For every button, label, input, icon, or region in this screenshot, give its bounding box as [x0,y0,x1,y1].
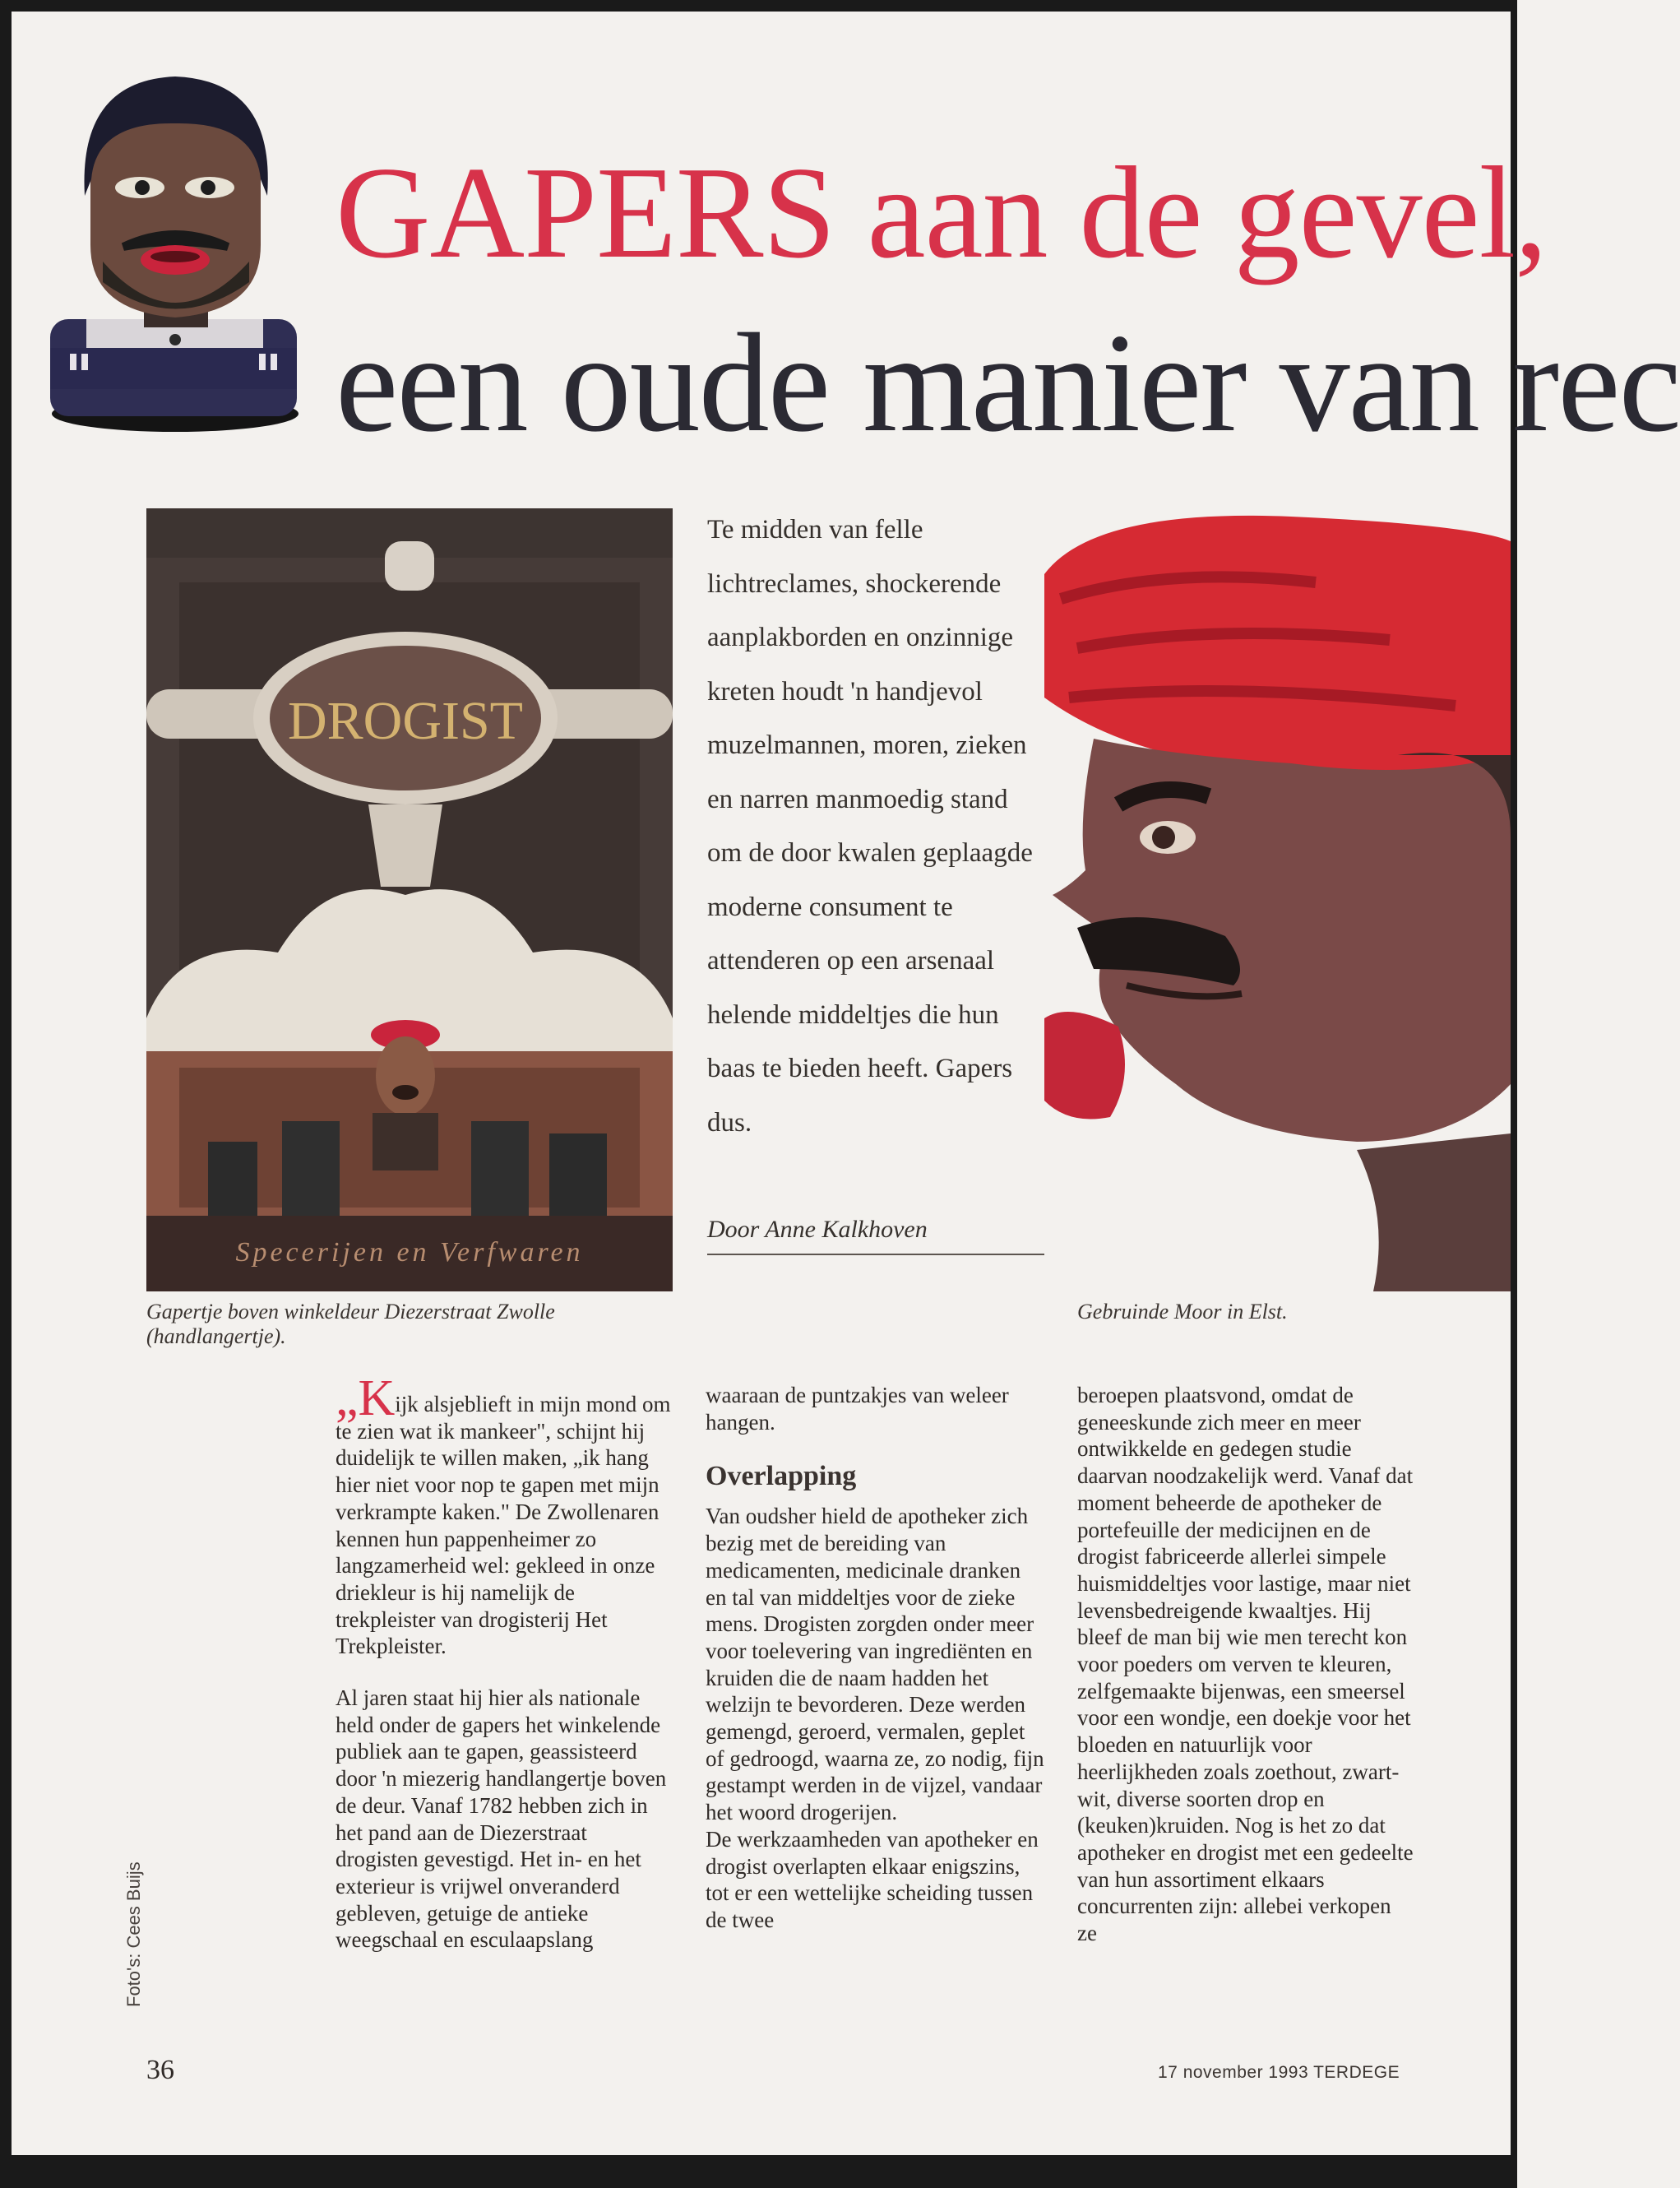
gaper-bust-image [45,72,304,434]
byline: Door Anne Kalkhoven [707,1216,1044,1255]
col2-paragraph-2: Van oudsher hield de apotheker zich bezig met de bereiding van medicamenten, medicinale dranken en tal van middeltjes voor de zieke mens. Drogisten zorgden onder meer voor toelevering van ingrediënten en kruiden die de naam hadden het welzijn te bevorderen. Deze werden gemengd, geroerd, vermalen, geplet of gedroogd, waarna ze, zo nodig, fijn gestampt werden in de vijzel, vandaar het woord drogerijen. [706,1504,1044,1825]
page-border-left [0,0,12,2188]
caption-right-photo: Gebruinde Moor in Elst. [1077,1300,1288,1323]
col1-paragraph-2: Al jaren staat hij hier als nationale held onder de gapers het winkelende publiek aan te gapen, geassisteerd door 'n miezerig handlangertje boven de deur. Vanaf 1782 hebben zich in het pand aan de Diezerstraat drogisten gevestigd. Het in- en het exterieur is vrijwel onveranderd gebleven, getuige de antieke weegschaal en esculaapslang [336,1685,667,1953]
page-number: 36 [146,2055,174,2085]
section-subhead: Overlapping [706,1461,857,1492]
drop-cap: „K [336,1370,396,1426]
shop-sign-bottom-text: Specerijen en Verfwaren [235,1237,584,1268]
col3-paragraph-1: beroepen plaatsvond, omdat de geneeskunde zich meer en meer ontwikkelde en gedegen studie daarvan noodzakelijk werd. Vanaf dat moment beheerde de apotheker de portefeuille der medicijnen en de drogist fabriceerde allerlei simpele huismiddeltjes voor lastige, maar niet levensbedreigende kwaaltjes. Hij bleef de man bij wie men terecht kon voor poeders om verven te kleuren, zelfgemaakte bijenwas, een smeersel voor een wondje, een doekje voor het bloeden en natuurlijk voor heerlijkheden zoals zoethout, zwart-wit, diverse soorten drop en (keuken)kruiden. Nog is het zo dat apotheker en drogist met een gedeelte van hun assortiment elkaars concurrenten zijn: allebei verkopen ze [1077,1383,1414,1946]
col2-paragraph-1: waaraan de puntzakjes van weleer hangen. [706,1383,1009,1435]
moor-head-photo [1044,508,1511,1291]
footer-date-publication: 17 november 1993 TERDEGE [1158,2063,1400,2082]
caption-left-photo: Gapertje boven winkeldeur Diezerstraat Zwolle (handlangertje). [146,1300,555,1348]
article-column-3 [1077,1382,1414,1972]
headline-line-2: een oude manier van rec [336,305,1680,461]
article-column-1 [336,1370,673,1978]
photo-credit: Foto's: Cees Buijs [123,1861,144,2007]
article-column-2 [706,1382,1047,1959]
drogist-sign-text: DROGIST [287,691,524,751]
intro-paragraph: Te midden van felle lichtreclames, shockerende aanplakborden en onzinnige kreten houdt 'n handjevol muzelmannen, moren, zieken en narren manmoedig stand om de door kwalen geplaagde moderne consument te attenderen op een arsenaal helende middeltjes die hun baas te bieden heeft. Gapers dus. [707,515,1033,1138]
col1-paragraph-1: ijk alsjeblieft in mijn mond om te zien wat ik mankeer", schijnt hij duidelijk te willen maken, „ik hang hier niet voor nop te gapen met mijn verkrampte kaken." De Zwollenaren kennen hun pappenheimer zo langzamerheid wel: gekleed in onze driekleur is hij namelijk de trekpleister van drogisterij Het Trekpleister. [336,1392,671,1659]
page-border-bottom [0,2155,1517,2188]
page-border-top [0,0,1517,12]
drogist-shopfront-photo [146,508,673,1291]
headline-line-1: GAPERS aan de gevel, [336,139,1548,285]
col2-paragraph-3: De werkzaamheden van apotheker en drogist overlapten elkaar enigszins, tot er een wettelijke scheiding tussen de twee [706,1826,1039,1932]
